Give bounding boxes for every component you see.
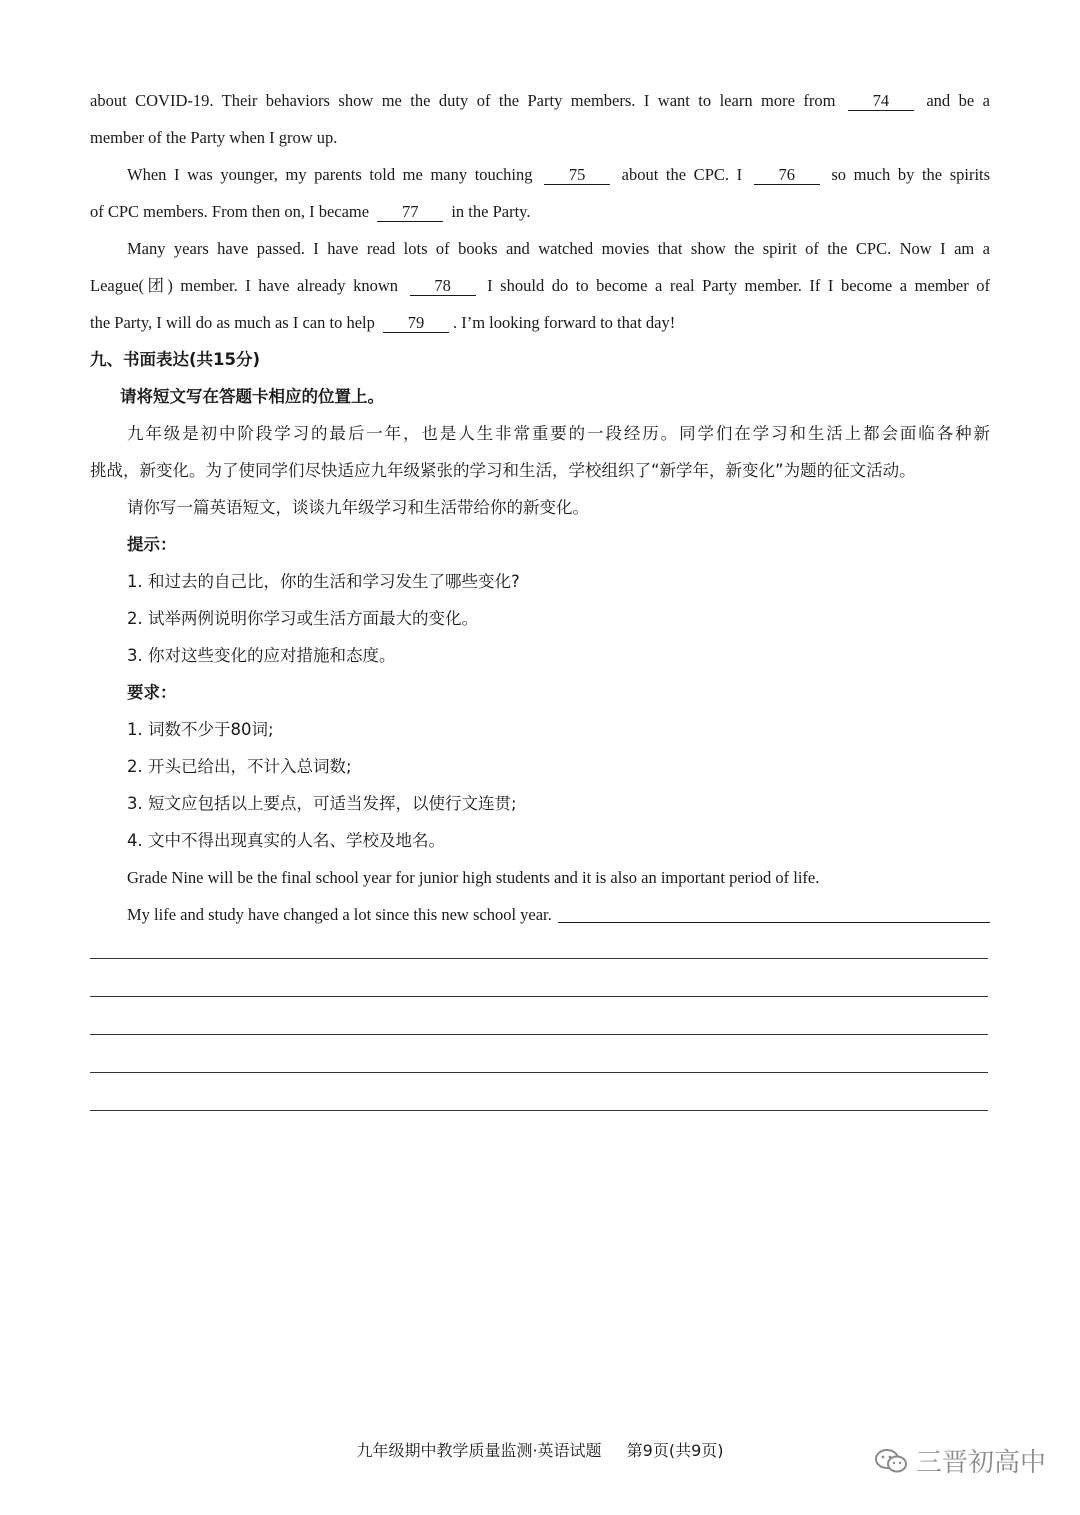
blank-76: 76: [754, 166, 820, 185]
blank-75: 75: [544, 166, 610, 185]
footer-title: 九年级期中教学质量监测·英语试题: [356, 1441, 602, 1460]
passage-text: . I’m looking forward to that day!: [452, 313, 676, 332]
essay-start-line-1: Grade Nine will be the final school year for junior high students and it is also an important period of life.: [127, 868, 820, 887]
watermark: [874, 1442, 1046, 1479]
exam-page: [90, 82, 990, 933]
watermark-text: 三晋初高中: [915, 1448, 1046, 1478]
passage-text: When I was younger, my parents told me many touching: [127, 165, 533, 184]
passage-text: and be a: [926, 91, 990, 110]
requirement-item: 4. 文中不得出现真实的人名、学校及地名。: [127, 831, 445, 850]
footer-page-number: 第9页(共9页): [626, 1441, 724, 1460]
prompt-para2: 请你写一篇英语短文，谈谈九年级学习和生活带给你的新变化。: [127, 498, 589, 517]
passage-text: League(团) member. I have already known: [90, 276, 399, 295]
blank-74: 74: [848, 92, 914, 111]
writing-line: [90, 1074, 988, 1111]
blank-79: 79: [383, 314, 449, 333]
passage-text: member of the Party when I grow up.: [90, 128, 338, 147]
passage-text: of CPC members. From then on, I became: [90, 202, 370, 221]
section-instruction: 请将短文写在答题卡相应的位置上。: [120, 387, 384, 406]
writing-line: [90, 1036, 988, 1073]
passage-text: so much by the spirits: [831, 165, 991, 184]
tip-item: 2. 试举两例说明你学习或生活方面最大的变化。: [127, 609, 478, 628]
passage-line-6: [90, 267, 990, 304]
tips-label: 提示：: [127, 535, 177, 554]
requirement-item: 2. 开头已给出，不计入总词数;: [127, 757, 352, 776]
writing-line: [90, 922, 988, 959]
passage-line-5: [90, 230, 990, 267]
prompt-para1-line1: 九年级是初中阶段学习的最后一年，也是人生非常重要的一段经历。同学们在学习和生活上都会面临各种新: [127, 424, 990, 443]
passage-line-2: [90, 119, 990, 156]
passage-text: about the CPC. I: [621, 165, 743, 184]
tip-item: 3. 你对这些变化的应对措施和态度。: [127, 646, 396, 665]
passage-line-3: [90, 156, 990, 193]
passage-line-7: [90, 304, 990, 341]
essay-start-text: My life and study have changed a lot since this new school year.: [127, 905, 552, 924]
passage-text: about COVID-19. Their behaviors show me the duty of the Party members. I want to learn more from: [90, 91, 836, 110]
blank-77: 77: [377, 203, 443, 222]
passage-text: in the Party.: [451, 202, 531, 221]
passage-line-4: [90, 193, 990, 230]
passage-text: Many years have passed. I have read lots of books and watched movies that show the spirit of the CPC. Now I am a: [127, 239, 990, 258]
wechat-icon: [874, 1448, 908, 1474]
passage-text: I should do to become a real Party member. If I become a member of: [487, 276, 991, 295]
prompt-para1-line2: 挑战，新变化。为了使同学们尽快适应九年级紧张的学习和生活，学校组织了“新学年，新变化”为题的征文活动。: [90, 461, 916, 480]
tip-item: 1. 和过去的自己比，你的生活和学习发生了哪些变化?: [127, 572, 520, 591]
passage-text: the Party, I will do as much as I can to help: [90, 313, 375, 332]
requirement-item: 3. 短文应包括以上要点，可适当发挥，以使行文连贯;: [127, 794, 517, 813]
writing-line: [90, 960, 988, 997]
requirement-item: 1. 词数不少于80词;: [127, 720, 274, 739]
writing-area: [90, 922, 988, 1112]
passage-line-1: [90, 82, 990, 119]
blank-78: 78: [410, 277, 476, 296]
section-heading: 九、书面表达(共15分): [90, 350, 261, 369]
writing-line: [90, 998, 988, 1035]
requirements-label: 要求：: [127, 683, 177, 702]
